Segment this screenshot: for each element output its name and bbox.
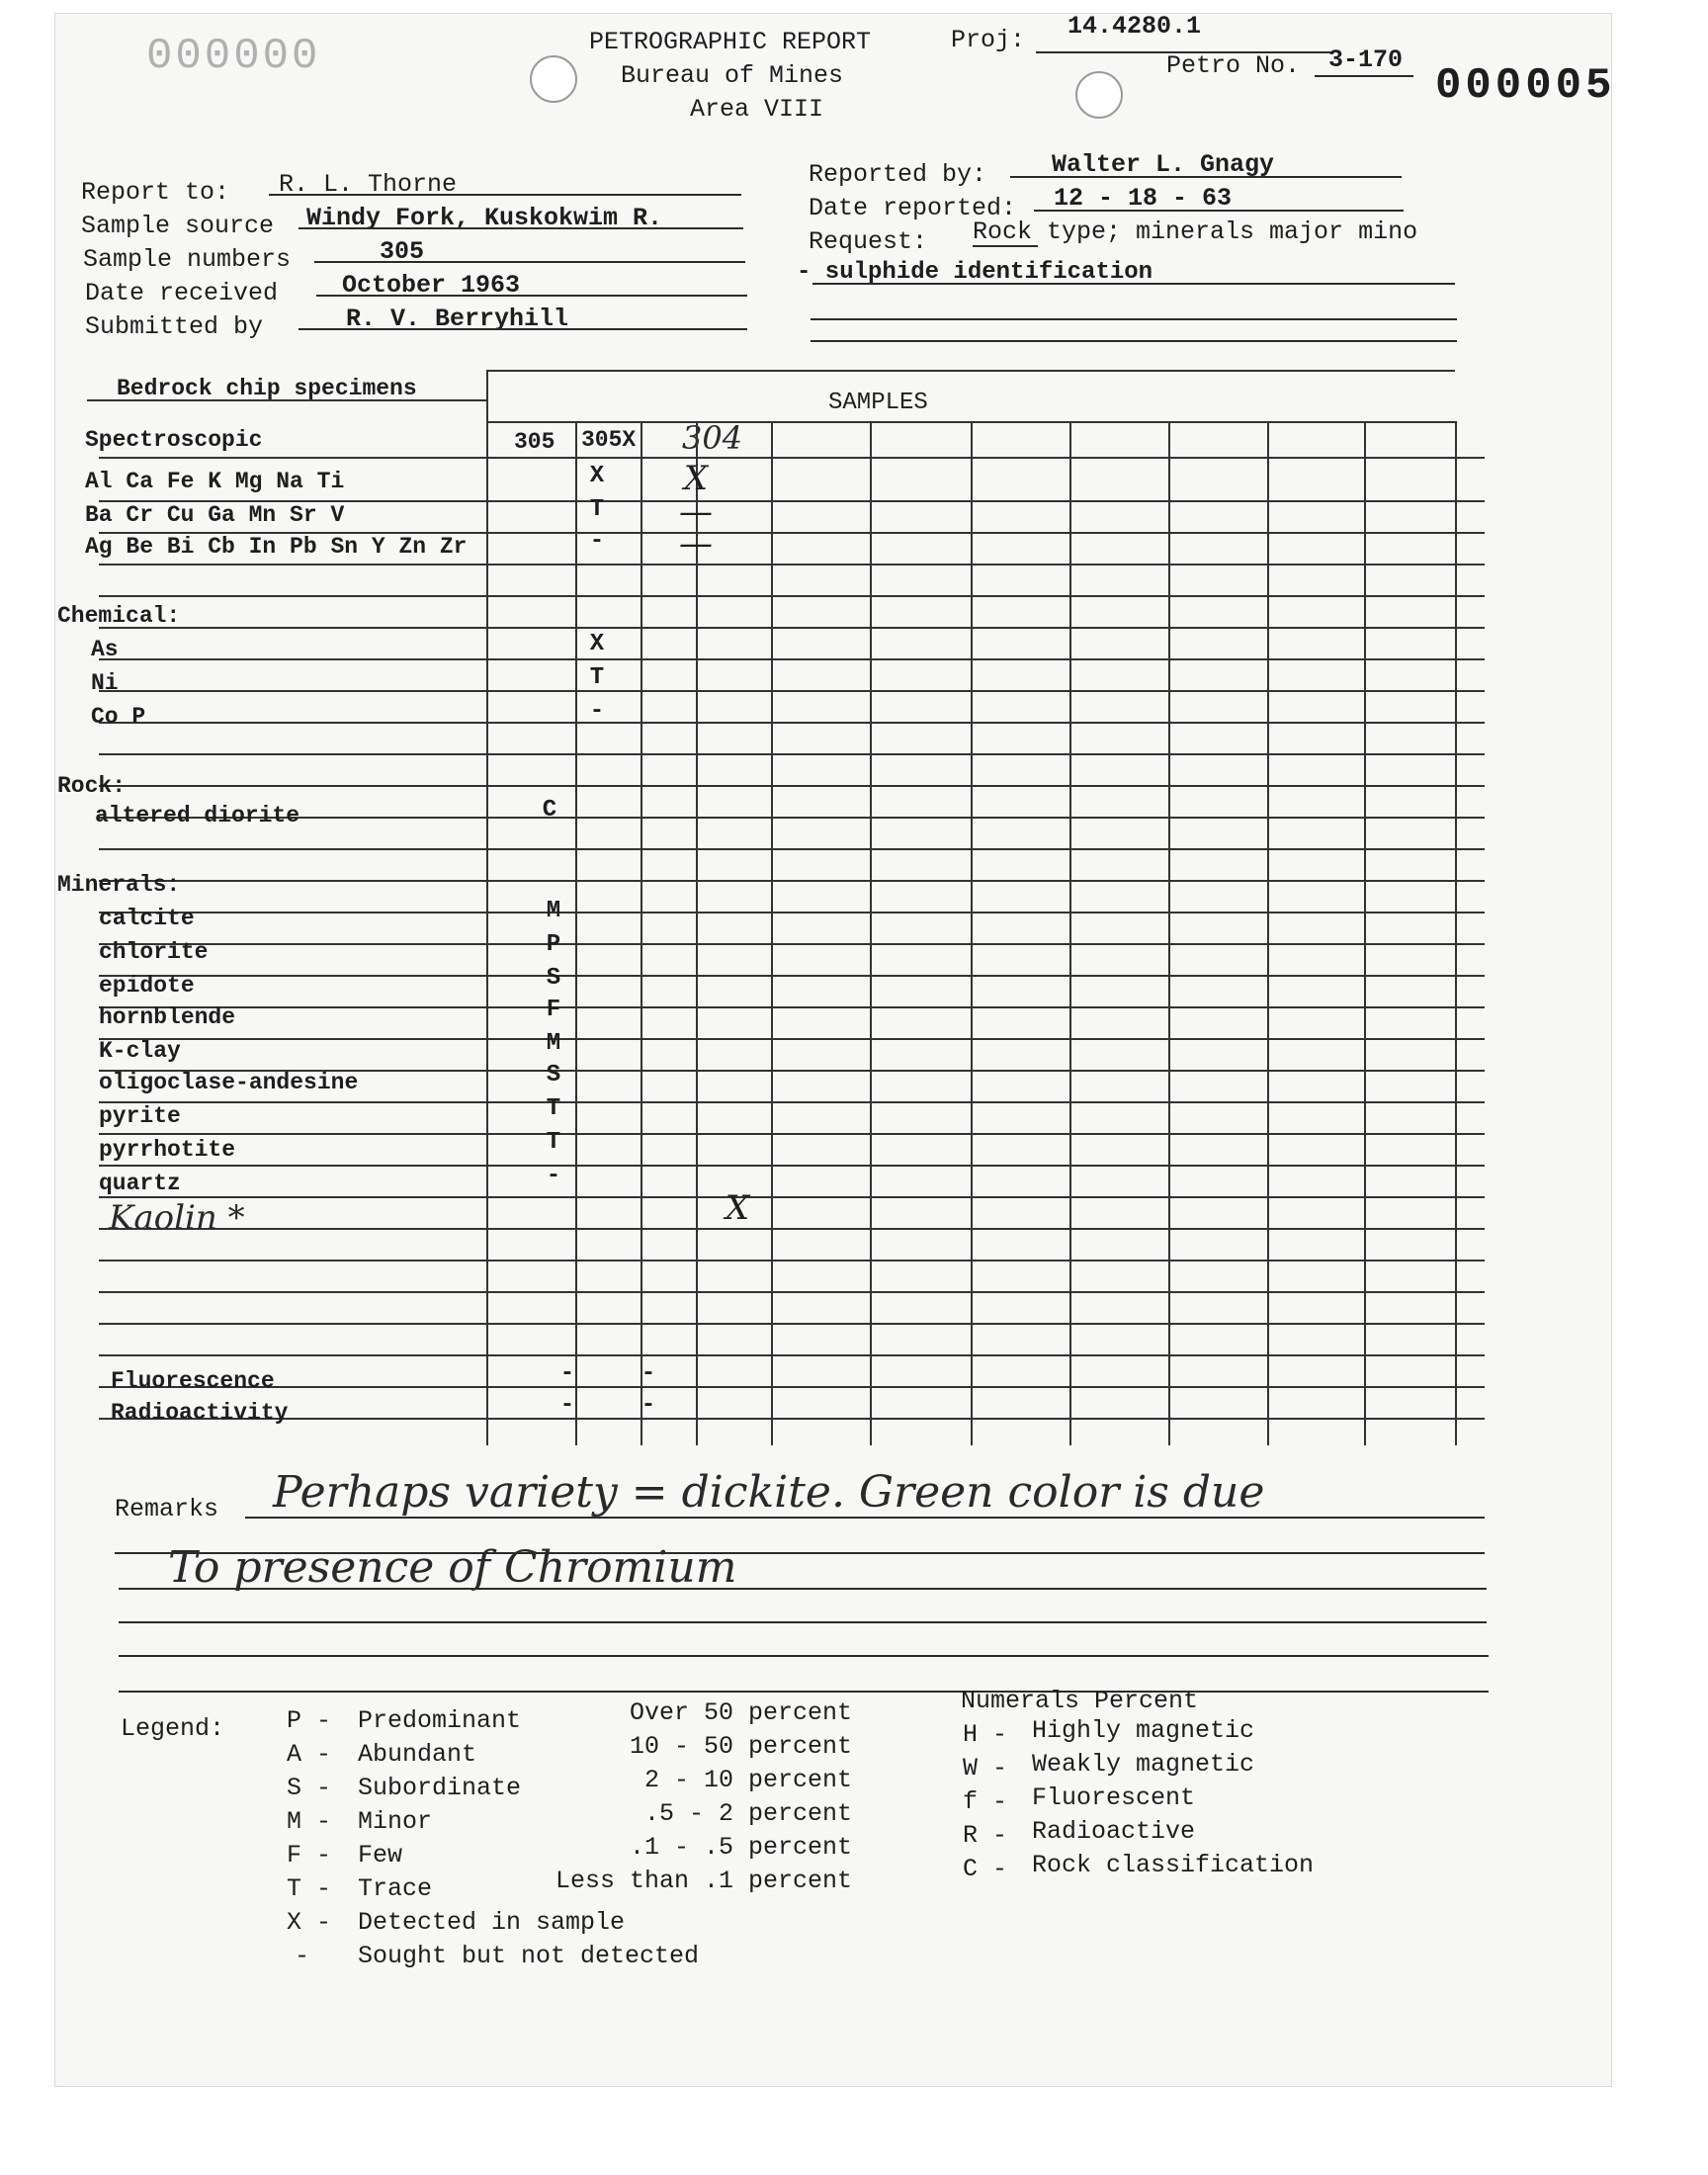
sample-numbers-underline: [314, 261, 745, 263]
reported-by-underline: [1010, 176, 1402, 178]
grid-row-line: [99, 1133, 1485, 1135]
spectro-row-label: Ag Be Bi Cb In Pb Sn Y Zn Zr: [85, 534, 468, 560]
grid-row-line: [99, 1354, 1485, 1356]
legend-text: Few: [358, 1841, 403, 1870]
cell-305x: -: [640, 1392, 656, 1419]
legend-right-code: C -: [963, 1855, 1008, 1883]
chemical-row-label: As: [91, 637, 119, 662]
remarks-underline-2: [115, 1552, 1485, 1554]
legend-code: -: [295, 1942, 310, 1970]
date-received-label: Date received: [85, 279, 279, 307]
table-top-border: [486, 370, 1455, 372]
proj-value: 14.4280.1: [1068, 12, 1202, 41]
legend-right-text: Highly magnetic: [1032, 1716, 1255, 1745]
reported-by-label: Reported by:: [809, 160, 987, 189]
mineral-row-label: pyrrhotite: [99, 1137, 236, 1163]
sample-source-underline: [299, 227, 743, 229]
cell-305x: -: [640, 1360, 656, 1387]
legend-code: F -: [287, 1841, 332, 1870]
request-underline-1: [973, 245, 1038, 247]
legend-code: A -: [287, 1740, 332, 1769]
remarks-line-2: To presence of Chromium: [168, 1542, 737, 1593]
spectro-row-label: Al Ca Fe K Mg Na Ti: [85, 469, 345, 494]
date-received-underline: [316, 295, 747, 297]
grid-row-line: [99, 1165, 1485, 1167]
date-received-value: October 1963: [342, 271, 521, 300]
legend-code: T -: [287, 1874, 332, 1903]
legend-right-text: Fluorescent: [1032, 1784, 1196, 1812]
cell-305x: -: [589, 528, 605, 555]
grid-row-line: [99, 564, 1485, 566]
legend-percent: Less than .1 percent: [555, 1867, 852, 1895]
grid-row-line: [99, 457, 1485, 459]
cell-305: F: [546, 997, 561, 1023]
cell-305: -: [546, 1163, 561, 1189]
punch-hole-left: [530, 55, 577, 103]
bedrock-label: Bedrock chip specimens: [117, 376, 417, 401]
submitted-by-label: Submitted by: [85, 312, 264, 341]
legend-right-text: Weakly magnetic: [1032, 1750, 1255, 1779]
rock-label: Rock:: [57, 773, 127, 799]
legend-right-text: Rock classification: [1032, 1851, 1315, 1879]
spectro-row-label: Ba Cr Cu Ga Mn Sr V: [85, 502, 345, 528]
cell-305: S: [546, 965, 561, 992]
legend-right-code: H -: [963, 1720, 1008, 1749]
remarks-underline-4: [119, 1621, 1487, 1623]
legend-percent: 2 - 10 percent: [643, 1766, 852, 1794]
mineral-row-label: quartz: [99, 1171, 181, 1196]
grid-row-line: [99, 785, 1485, 787]
grid-row-line: [99, 1228, 1485, 1230]
grid-row-line: [99, 975, 1485, 977]
grid-row-line: [99, 1196, 1485, 1198]
mineral-row-label: oligoclase-andesine: [99, 1070, 359, 1095]
grid-row-line: [99, 722, 1485, 724]
grid-row-line: [99, 943, 1485, 945]
cell-305: -: [559, 1360, 575, 1387]
legend-text: Subordinate: [358, 1774, 522, 1802]
cell-305x: -: [589, 698, 605, 725]
cell-305: -: [559, 1392, 575, 1419]
mineral-row-label: pyrite: [99, 1103, 181, 1129]
request-underline-2: [812, 283, 1455, 285]
cell-305: T: [546, 1129, 561, 1156]
submitted-by-value: R. V. Berryhill: [346, 304, 569, 333]
petro-value: 3-170: [1328, 45, 1404, 74]
area-label: Area VIII: [690, 95, 824, 124]
remarks-line-1: Perhaps variety = dickite. Green color is due: [273, 1467, 1265, 1518]
remarks-underline-1: [245, 1517, 1485, 1519]
legend-text: Predominant: [358, 1706, 522, 1735]
grid-row-line: [99, 880, 1485, 882]
cell-305: C: [542, 797, 557, 824]
request-line-1: Rock type; minerals major mino: [973, 218, 1418, 246]
mineral-row-label: epidote: [99, 973, 195, 999]
mineral-row-label: calcite: [99, 906, 195, 931]
stamp-number: 000000: [146, 32, 321, 81]
legend-right-title: Numerals Percent: [961, 1687, 1199, 1715]
cell-304: —: [679, 492, 713, 532]
sample-col-305x: 305X: [581, 427, 637, 453]
legend-percent: Over 50 percent: [629, 1698, 852, 1727]
sample-col-305: 305: [514, 429, 555, 455]
report-to-label: Report to:: [81, 178, 230, 207]
petro-label: Petro No.: [1166, 51, 1301, 80]
report-title: PETROGRAPHIC REPORT: [589, 28, 872, 56]
cell-305: S: [546, 1062, 561, 1088]
sample-numbers-label: Sample numbers: [83, 245, 292, 274]
legend-right-text: Radioactive: [1032, 1817, 1196, 1846]
grid-row-line: [99, 1260, 1485, 1262]
petro-underline: [1315, 75, 1413, 77]
report-to-underline: [269, 194, 741, 196]
legend-text: Detected in sample: [358, 1908, 626, 1937]
remarks-underline-3: [119, 1588, 1487, 1590]
legend-right-code: R -: [963, 1821, 1008, 1850]
legend-code: P -: [287, 1706, 332, 1735]
report-to-value: R. L. Thorne: [279, 170, 458, 199]
rock-row-label: altered diorite: [95, 803, 300, 828]
mineral-row-label: K-clay: [99, 1038, 181, 1064]
grid-row-line: [99, 817, 1485, 819]
punch-hole-right: [1075, 71, 1123, 119]
chemical-row-label: Co P: [91, 704, 146, 730]
grid-row-line: [99, 1006, 1485, 1008]
remarks-label: Remarks: [115, 1495, 219, 1523]
request-underline-4: [811, 340, 1457, 342]
mineral-row-label: chlorite: [99, 939, 209, 965]
bottom-row-label: Radioactivity: [111, 1400, 289, 1426]
table-left-top-line: [87, 399, 486, 401]
cell-305: T: [546, 1095, 561, 1122]
legend-text: Sought but not detected: [358, 1942, 700, 1970]
chemical-row-label: Ni: [91, 670, 119, 696]
grid-row-line: [99, 848, 1485, 850]
samples-header-line: [486, 421, 1455, 423]
cell-305: M: [546, 898, 561, 924]
cell-304: X: [725, 1188, 750, 1228]
cell-305x: T: [589, 664, 605, 691]
cell-304: —: [679, 524, 713, 564]
request-underline-3: [811, 318, 1457, 320]
grid-row-line: [99, 1038, 1485, 1040]
spectro-label: Spectroscopic: [85, 427, 263, 453]
reported-by-value: Walter L. Gnagy: [1052, 150, 1275, 179]
sample-col-304: 304: [682, 419, 743, 457]
remarks-underline-5: [119, 1655, 1489, 1657]
legend-percent: .5 - 2 percent: [643, 1799, 852, 1828]
date-reported-label: Date reported:: [809, 194, 1017, 222]
legend-right-code: f -: [963, 1787, 1008, 1816]
mineral-row-label: Kaolin *: [109, 1198, 245, 1238]
request-line-2: - sulphide identification: [797, 259, 1153, 286]
grid-row-line: [99, 1101, 1485, 1103]
sample-source-label: Sample source: [81, 212, 275, 240]
cell-305: P: [546, 931, 561, 958]
sample-source-value: Windy Fork, Kuskokwim R.: [306, 204, 663, 232]
grid-row-line: [99, 595, 1485, 597]
proj-label: Proj:: [951, 26, 1026, 54]
request-label: Request:: [809, 227, 928, 256]
chemical-label: Chemical:: [57, 603, 181, 629]
grid-row-line: [99, 690, 1485, 692]
legend-percent: 10 - 50 percent: [629, 1732, 852, 1761]
legend-text: Trace: [358, 1874, 433, 1903]
legend-right-code: W -: [963, 1754, 1008, 1783]
grid-row-line: [99, 627, 1485, 629]
page-number: 000005: [1435, 61, 1616, 111]
legend-text: Minor: [358, 1807, 433, 1836]
submitted-by-underline: [299, 328, 747, 330]
cell-304: X: [683, 459, 709, 498]
grid-row-line: [99, 1323, 1485, 1325]
legend-code: S -: [287, 1774, 332, 1802]
cell-305x: T: [589, 496, 605, 523]
grid-row-line: [99, 1386, 1485, 1388]
minerals-label: Minerals:: [57, 872, 181, 898]
legend-label: Legend:: [121, 1714, 225, 1743]
cell-305: M: [546, 1030, 561, 1057]
grid-row-line: [99, 912, 1485, 914]
grid-row-line: [99, 1291, 1485, 1293]
date-reported-value: 12 - 18 - 63: [1054, 184, 1233, 213]
bottom-row-label: Fluorescence: [111, 1368, 275, 1394]
mineral-row-label: hornblende: [99, 1004, 236, 1030]
legend-code: M -: [287, 1807, 332, 1836]
bureau-name: Bureau of Mines: [621, 61, 844, 90]
grid-row-line: [99, 753, 1485, 755]
cell-305x: X: [589, 463, 605, 489]
remarks-underline-6: [119, 1691, 1489, 1693]
legend-percent: .1 - .5 percent: [629, 1833, 852, 1862]
legend-code: X -: [287, 1908, 332, 1937]
legend-text: Abundant: [358, 1740, 477, 1769]
cell-305x: X: [589, 631, 605, 657]
samples-header: SAMPLES: [828, 390, 928, 416]
grid-row-line: [99, 1418, 1485, 1420]
date-reported-underline: [1034, 210, 1404, 212]
sample-numbers-value: 305: [380, 237, 425, 266]
grid-row-line: [99, 658, 1485, 660]
